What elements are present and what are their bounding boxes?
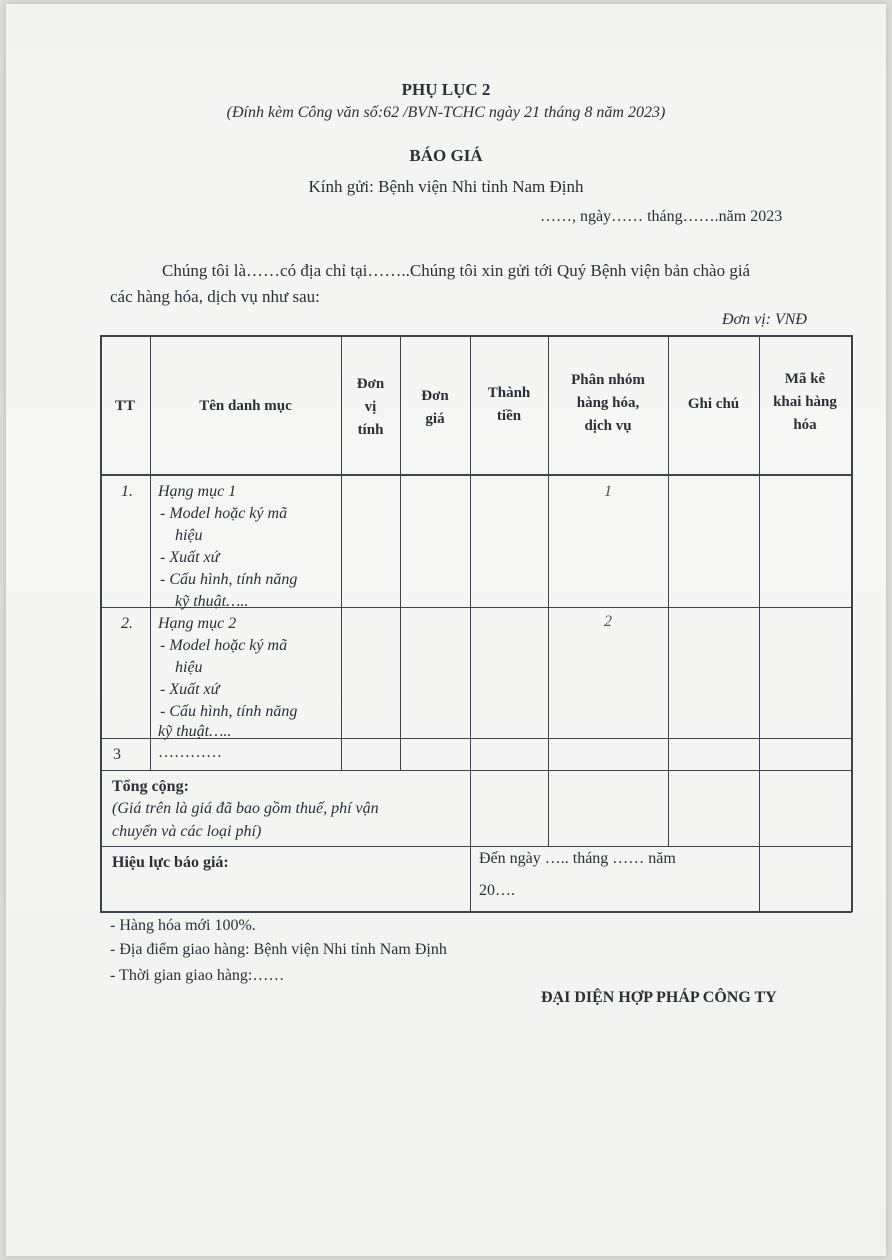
note-delivery-time: - Thời gian giao hàng:……	[110, 967, 285, 984]
header-group: Phân nhóm hàng hóa, dịch vụ	[571, 372, 645, 434]
header-name: Tên danh mục	[199, 398, 292, 414]
row-item-title: Hạng mục 2	[158, 615, 237, 632]
header-total: Thành tiền	[487, 385, 531, 424]
note-delivery-place: - Địa điểm giao hàng: Bệnh viện Nhi tỉnh Nam Định	[110, 941, 447, 958]
row-item-title: …………	[158, 744, 222, 761]
row-group: 1	[604, 483, 612, 500]
validity-value-1: Đến ngày ….. tháng …… năm	[479, 850, 676, 867]
row-item-line: hiệu	[175, 659, 203, 676]
row-tt: 3	[113, 746, 121, 763]
total-note-1: (Giá trên là giá đã bao gồm thuế, phí vận	[112, 800, 379, 817]
date-line: ……, ngày…… tháng…….năm 2023	[540, 208, 783, 225]
row-item-line: kỹ thuật…..	[175, 593, 249, 610]
row-group: 2	[604, 613, 612, 630]
intro-line-1: Chúng tôi là……có địa chỉ tại……..Chúng tôi xin gửi tới Quý Bệnh viện bản chào giá	[162, 261, 751, 280]
row-item-line: - Xuất xứ	[160, 681, 220, 698]
recipient-line: Kính gửi: Bệnh viện Nhi tỉnh Nam Định	[308, 177, 584, 196]
row-tt: 1.	[121, 483, 133, 500]
intro-line-2: các hàng hóa, dịch vụ như sau:	[110, 287, 320, 306]
header-unit: Đơn vị tính	[356, 376, 385, 438]
total-label: Tổng cộng:	[112, 778, 189, 795]
note-new-goods: - Hàng hóa mới 100%.	[110, 917, 256, 934]
attachment-line: (Đính kèm Công văn số:62 /BVN-TCHC ngày 21 tháng 8 năm 2023)	[226, 104, 666, 121]
header-code: Mã kê khai hàng hóa	[773, 371, 837, 433]
signature-label: ĐẠI DIỆN HỢP PHÁP CÔNG TY	[541, 989, 777, 1006]
row-item-line: hiệu	[175, 527, 203, 544]
header-note: Ghi chú	[687, 396, 740, 412]
row-item-line: - Model hoặc ký mã	[160, 505, 288, 522]
document-title: BÁO GIÁ	[409, 146, 483, 165]
appendix-title: PHỤ LỤC 2	[401, 80, 491, 99]
row-tt: 2.	[121, 615, 133, 632]
validity-label: Hiệu lực báo giá:	[112, 854, 229, 871]
header-price: Đơn giá	[421, 388, 449, 427]
row-item-line: - Xuất xứ	[160, 549, 220, 566]
currency-unit: Đơn vị: VNĐ	[722, 311, 807, 328]
total-note-2: chuyển và các loại phí)	[112, 823, 262, 840]
row-item-line: - Cấu hình, tính năng	[160, 571, 298, 588]
header-tt: TT	[114, 398, 135, 414]
row-item-line: kỹ thuật…..	[158, 723, 232, 740]
row-item-line: - Cấu hình, tính năng	[160, 703, 298, 720]
row-item-line: - Model hoặc ký mã	[160, 637, 288, 654]
row-item-title: Hạng mục 1	[158, 483, 237, 500]
validity-value-2: 20….	[479, 882, 515, 899]
